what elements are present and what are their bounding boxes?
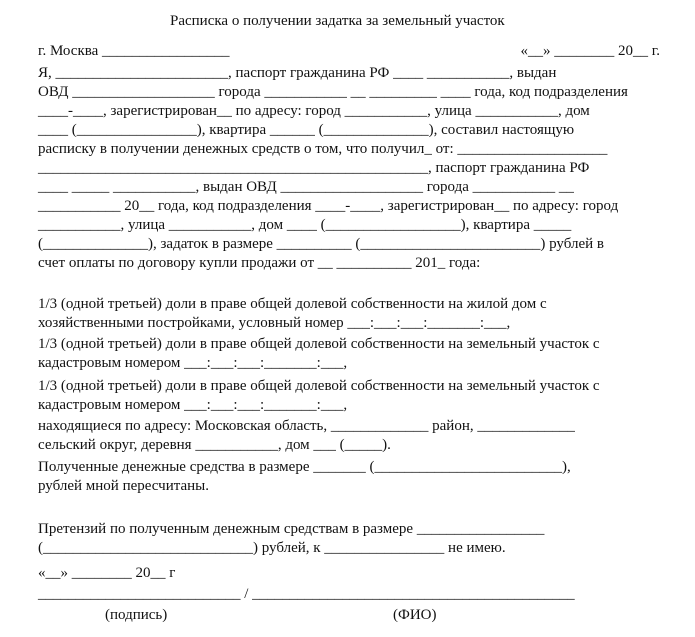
property-line: находящиеся по адресу: Московская область, _____________ район, _____________: [38, 418, 575, 434]
document-title: Расписка о получении задатка за земельный участок: [170, 13, 505, 29]
property-line: сельский округ, деревня ___________, дом ___ (_____).: [38, 437, 391, 453]
body-line: счет оплаты по договору купли продажи от __ __________ 201_ года:: [38, 255, 481, 271]
property-line: кадастровым номером ___:___:___:_______:___,: [38, 397, 348, 413]
property-line: кадастровым номером ___:___:___:_______:___,: [38, 355, 348, 371]
property-line: 1/3 (одной третьей) доли в праве общей долевой собственности на жилой дом с: [38, 296, 547, 312]
signature-label: (подпись): [105, 607, 168, 623]
body-line: ____-____, зарегистрирован__ по адресу: город ___________, улица ___________, дом: [38, 103, 590, 119]
property-line: 1/3 (одной третьей) доли в праве общей долевой собственности на земельный участок с: [38, 378, 600, 394]
name-label: (ФИО): [393, 607, 437, 623]
city-line: г. Москва _________________: [38, 43, 230, 59]
body-line: ____ _____ ___________, выдан ОВД ___________________ города ___________ __: [38, 179, 574, 195]
body-line: ____ (________________), квартира ______ (______________), составил настоящую: [38, 122, 575, 138]
body-line: (______________), задаток в размере __________ (________________________) рублей в: [38, 236, 604, 252]
body-line: расписку в получении денежных средств о том, что получил_ от: ____________________: [38, 141, 608, 157]
body-line: Я, _______________________, паспорт гражданина РФ ____ ___________, выдан: [38, 65, 557, 81]
property-line: Полученные денежные средства в размере _______ (_________________________),: [38, 459, 571, 475]
property-line: рублей мной пересчитаны.: [38, 478, 209, 494]
signature-line: ___________________________ / ___________________________________________: [38, 586, 575, 602]
closing-line: (____________________________) рублей, к ________________ не имею.: [38, 540, 506, 556]
date-line: «__» ________ 20__ г.: [520, 43, 660, 59]
property-line: хозяйственными постройками, условный номер ___:___:___:_______:___,: [38, 315, 511, 331]
signature-date: «__» ________ 20__ г: [38, 565, 176, 581]
body-line: ___________, улица ___________, дом ____ (__________________), квартира _____: [38, 217, 572, 233]
body-line: ОВД ___________________ города ___________ __ _________ ____ года, код подразделения: [38, 84, 628, 100]
property-line: 1/3 (одной третьей) доли в праве общей долевой собственности на земельный участок с: [38, 336, 600, 352]
body-line: ___________ 20__ года, код подразделения ____-____, зарегистрирован__ по адресу: город: [38, 198, 619, 214]
closing-line: Претензий по полученным денежным средствам в размере _________________: [38, 521, 545, 537]
body-line: ____________________________________________________, паспорт гражданина РФ: [38, 160, 590, 176]
